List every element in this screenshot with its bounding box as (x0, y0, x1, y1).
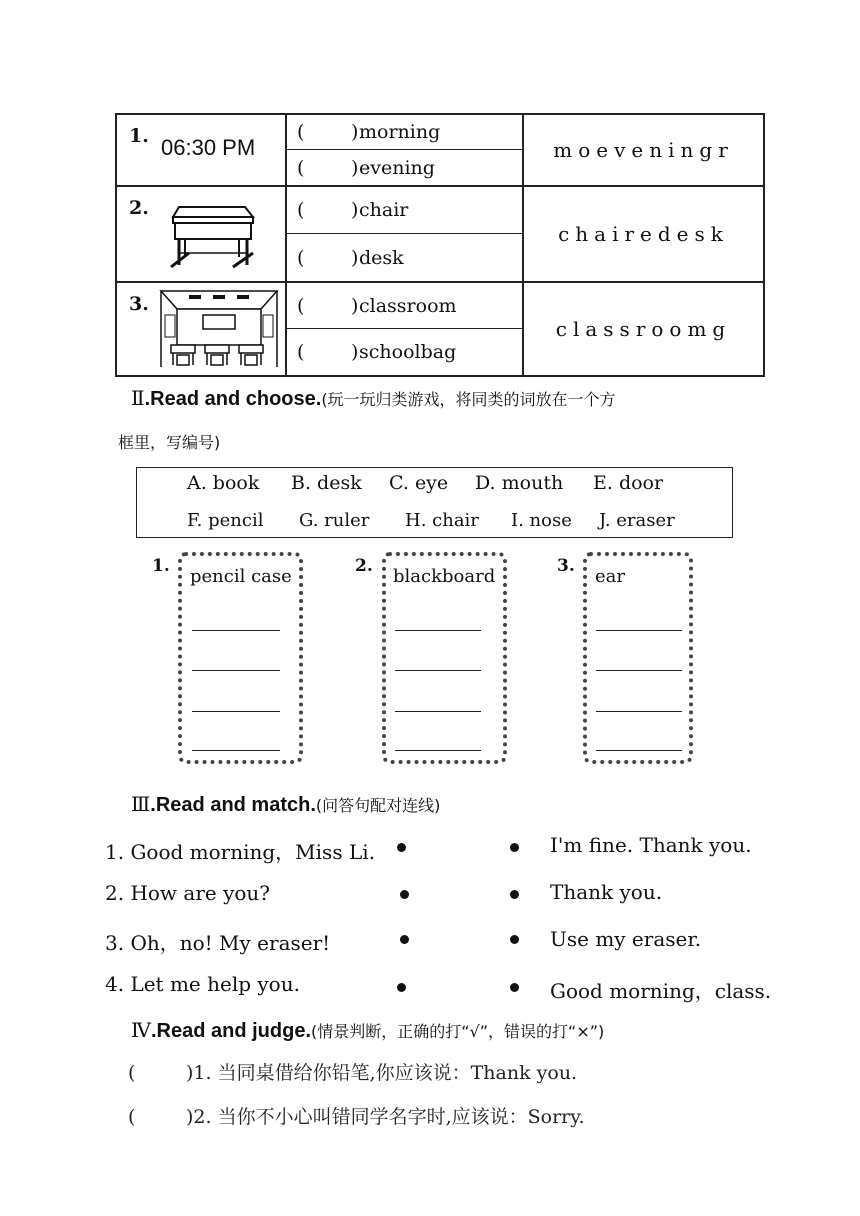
option-word: morning (359, 121, 441, 143)
section1-table (115, 113, 765, 377)
answer-blank[interactable] (596, 711, 682, 712)
classroom-picture (159, 287, 279, 371)
answer-blank[interactable] (192, 670, 280, 671)
match-dot-left[interactable] (397, 843, 406, 852)
row1-options (287, 115, 524, 185)
row3-picture-cell (117, 283, 287, 375)
word-item: D. mouth (475, 472, 564, 494)
word-bank-line2 (187, 510, 722, 531)
option-evening[interactable]: ( ) evening (297, 156, 435, 179)
match-question: 2. How are you? (105, 881, 271, 905)
match-dot-right[interactable] (510, 935, 519, 944)
row2-picture-cell (117, 187, 287, 281)
letter-string: moeveningr (553, 138, 734, 162)
answer-blank[interactable] (192, 750, 280, 751)
option-word: schoolbag (359, 341, 457, 363)
table-row (117, 115, 763, 187)
word-item: I. nose (511, 510, 572, 531)
match-dot-left[interactable] (397, 983, 406, 992)
answer-blank[interactable] (395, 750, 481, 751)
answer-blank[interactable] (395, 670, 481, 671)
section2-heading: Ⅱ.Read and choose.(玩一玩归类游戏，将同类的词放在一个方 (131, 386, 616, 410)
word-item: H. chair (405, 510, 479, 531)
word-bank-line1 (187, 472, 722, 494)
match-question: 1. Good morning，Miss Li. (105, 840, 375, 864)
answer-blank[interactable] (596, 750, 682, 751)
word-item: A. book (187, 472, 260, 494)
category-label: blackboard (393, 566, 496, 587)
answer-paren[interactable]: ( (128, 1062, 136, 1084)
judge-item: ( )1. 当同桌借给你铅笔,你应该说：Thank you. (128, 1062, 578, 1084)
answer-blank[interactable] (596, 670, 682, 671)
answer-blank[interactable] (192, 630, 280, 631)
category-number: 2. (355, 556, 373, 576)
option-word: evening (359, 156, 435, 179)
row-number: 2. (129, 197, 149, 219)
match-dot-left[interactable] (400, 935, 409, 944)
letter-string: classroomg (555, 317, 732, 341)
option-desk[interactable]: ( ) desk (297, 246, 404, 269)
answer-blank[interactable] (596, 630, 682, 631)
table-row (117, 283, 763, 375)
section2-note-line2: 框里，写编号) (118, 433, 221, 452)
word-item: F. pencil (187, 510, 264, 531)
answer-blank[interactable] (395, 711, 481, 712)
match-answer: Use my eraser. (550, 927, 702, 951)
match-dot-right[interactable] (510, 843, 519, 852)
match-dot-left[interactable] (400, 890, 409, 899)
answer-blank[interactable] (192, 711, 280, 712)
row3-options (287, 283, 524, 375)
word-item: G. ruler (299, 510, 370, 531)
option-chair[interactable]: ( ) chair (287, 187, 522, 234)
row2-options (287, 187, 524, 281)
row-number: 3. (129, 293, 149, 315)
word-item: C. eye (389, 472, 449, 494)
match-answer: Good morning，class. (550, 979, 772, 1003)
option-classroom[interactable]: ( ) classroom (287, 283, 522, 329)
category-number: 1. (152, 556, 170, 576)
section3-heading: Ⅲ.Read and match.(问答句配对连线) (131, 792, 441, 816)
category-label: pencil case (190, 566, 292, 587)
match-question: 4. Let me help you. (105, 972, 300, 996)
row-number: 1. (129, 125, 149, 147)
desk-picture (167, 193, 257, 277)
row1-letter-cell (524, 115, 763, 185)
option-word: chair (359, 199, 409, 221)
option-morning[interactable]: ( ) morning (287, 115, 522, 150)
word-item: B. desk (291, 472, 362, 494)
option-word: desk (359, 246, 404, 269)
match-dot-right[interactable] (510, 983, 519, 992)
row3-letter-cell (524, 283, 763, 375)
word-bank (136, 467, 733, 538)
answer-paren[interactable]: ( (128, 1106, 136, 1128)
match-answer: I'm fine. Thank you. (550, 833, 752, 857)
time-label: 06:30 PM (161, 135, 256, 160)
section4-heading: Ⅳ.Read and judge.(情景判断，正确的打“√”，错误的打“×”) (131, 1018, 605, 1042)
option-word: classroom (359, 294, 457, 317)
match-dot-right[interactable] (510, 890, 519, 899)
category-label: ear (595, 566, 625, 587)
table-row (117, 187, 763, 283)
match-question: 3. Oh，no! My eraser! (105, 931, 331, 955)
match-answer: Thank you. (550, 880, 663, 904)
word-item: E. door (593, 472, 664, 494)
row1-picture-cell (117, 115, 287, 185)
category-number: 3. (557, 556, 575, 576)
judge-item: ( )2. 当你不小心叫错同学名字时,应该说：Sorry. (128, 1106, 585, 1128)
row2-letter-cell (524, 187, 763, 281)
answer-blank[interactable] (395, 630, 481, 631)
option-schoolbag[interactable]: ( ) schoolbag (297, 341, 457, 363)
letter-string: chairedesk (558, 222, 729, 246)
word-item: J. eraser (599, 510, 675, 531)
